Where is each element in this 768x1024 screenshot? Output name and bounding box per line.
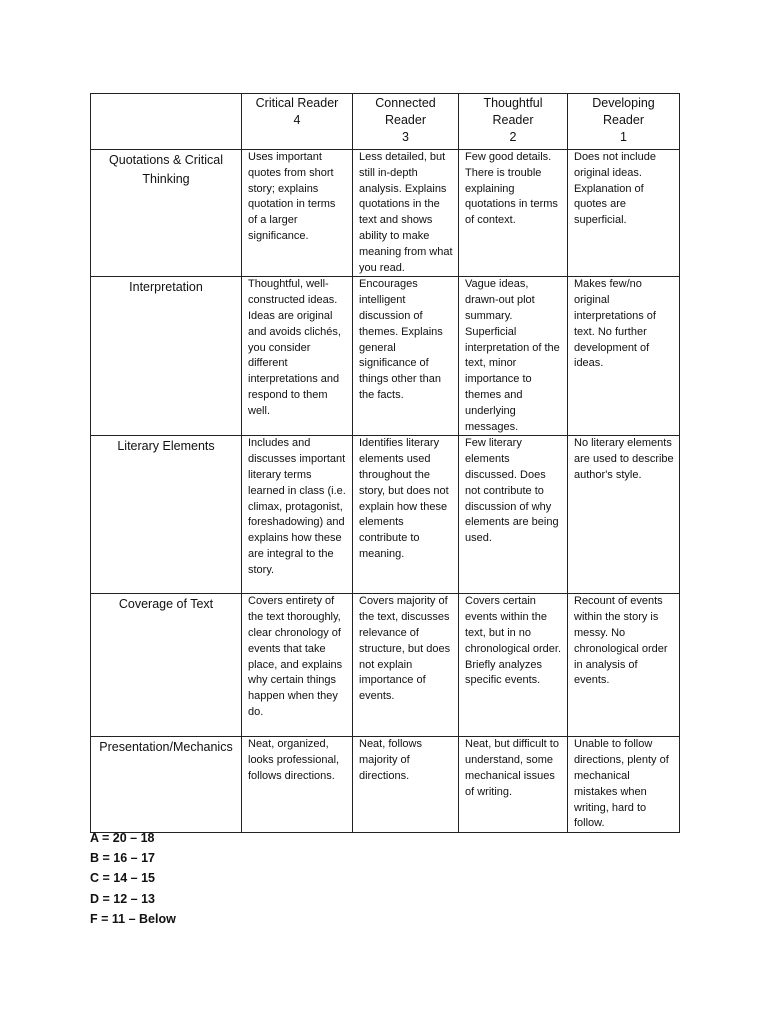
- grade-scale-item: D = 12 – 13: [90, 891, 155, 906]
- criterion-label: Interpretation: [91, 277, 242, 436]
- rubric-cell: No literary elements are used to describe author's style.: [568, 436, 680, 594]
- table-row: [91, 277, 680, 436]
- rubric-cell: Thoughtful, well-constructed ideas. Ideas are original and avoids clichés, you consider different interpretations and respond to them well.: [242, 277, 353, 436]
- rubric-cell: Covers certain events within the text, but in no chronological order. Briefly analyzes specific events.: [459, 594, 568, 737]
- header-developing-reader: Developing Reader 1: [568, 94, 680, 150]
- grade-scale-item: C = 14 – 15: [90, 871, 155, 886]
- rubric-cell: Identifies literary elements used throughout the story, but does not explain how these elements contribute to meaning.: [353, 436, 459, 594]
- header-connected-reader: Connected Reader 3: [353, 94, 459, 150]
- header-row: [91, 94, 680, 150]
- rubric-cell: Uses important quotes from short story; explains quotation in terms of a larger significance.: [242, 150, 353, 277]
- rubric-cell: Encourages intelligent discussion of themes. Explains general significance of things other than the facts.: [353, 277, 459, 436]
- table-row: [91, 150, 680, 277]
- rubric-cell: Less detailed, but still in-depth analysis. Explains quotations in the text and shows ability to make meaning from what you read.: [353, 150, 459, 277]
- grade-scale-item: F = 11 – Below: [90, 911, 176, 926]
- rubric-cell: Unable to follow directions, plenty of mechanical mistakes when writing, hard to follow.: [568, 737, 680, 833]
- table-row: [91, 737, 680, 833]
- grade-scale-item: A = 20 – 18: [90, 831, 155, 845]
- rubric-cell: Recount of events within the story is messy. No chronological order in analysis of events.: [568, 594, 680, 737]
- rubric-cell: Includes and discusses important literary terms learned in class (i.e. climax, protagonist, foreshadowing) and explains how these are integral to the story.: [242, 436, 353, 594]
- rubric-cell: Neat, follows majority of directions.: [353, 737, 459, 833]
- table-row: [91, 436, 680, 594]
- header-thoughtful-reader: Thoughtful Reader 2: [459, 94, 568, 150]
- criterion-label: Coverage of Text: [91, 594, 242, 737]
- rubric-cell: Vague ideas, drawn-out plot summary. Superficial interpretation of the text, minor importance to themes and underlying messages.: [459, 277, 568, 436]
- rubric-table: [90, 93, 680, 833]
- grade-scale: [90, 828, 176, 929]
- rubric-cell: Does not include original ideas. Explanation of quotes are superficial.: [568, 150, 680, 277]
- rubric-cell: Few literary elements discussed. Does not contribute to discussion of why elements are being used.: [459, 436, 568, 594]
- rubric-cell: Few good details. There is trouble explaining quotations in terms of context.: [459, 150, 568, 277]
- rubric-cell: Neat, organized, looks professional, follows directions.: [242, 737, 353, 833]
- rubric-cell: Makes few/no original interpretations of text. No further development of ideas.: [568, 277, 680, 436]
- criterion-label: Presentation/Mechanics: [91, 737, 242, 833]
- header-critical-reader: Critical Reader 4: [242, 94, 353, 150]
- rubric-cell: Neat, but difficult to understand, some mechanical issues of writing.: [459, 737, 568, 833]
- corner-cell: [91, 94, 242, 150]
- rubric-cell: Covers entirety of the text thoroughly, clear chronology of events that take place, and explains why certain things happen when they do.: [242, 594, 353, 737]
- table-row: [91, 594, 680, 737]
- criterion-label: Quotations & Critical Thinking: [91, 150, 242, 277]
- criterion-label: Literary Elements: [91, 436, 242, 594]
- grade-scale-item: B = 16 – 17: [90, 851, 155, 866]
- rubric-cell: Covers majority of the text, discusses relevance of structure, but does not explain importance of events.: [353, 594, 459, 737]
